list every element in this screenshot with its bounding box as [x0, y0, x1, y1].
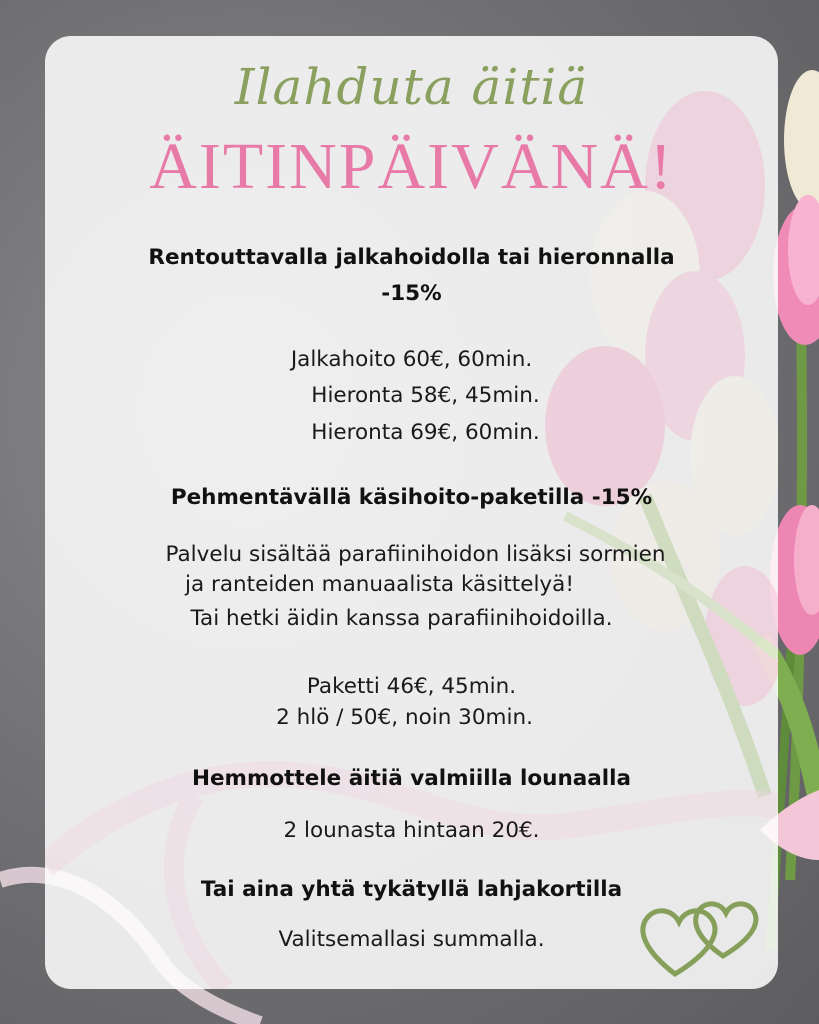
section-2-line-4: Paketti 46€, 45min. — [306, 674, 517, 699]
section-1-heading-line-2: -15% — [381, 281, 442, 306]
section-2-line-3: Tai hetki äidin kanssa parafiinihoidoilla. — [190, 606, 613, 631]
section-1-line-3: Hieronta 69€, 60min. — [311, 420, 540, 445]
section-4-heading: Tai aina yhtä tykätyllä lahjakortilla — [200, 877, 623, 902]
script-title: Ilahduta äitiä — [234, 58, 589, 116]
section-4-line-1: Valitsemallasi summalla. — [278, 927, 545, 952]
section-2-heading: Pehmentävällä käsihoito-paketilla -15% — [170, 485, 653, 510]
section-2-line-1: Palvelu sisältää parafiinihoidon lisäksi sormien — [165, 542, 666, 567]
section-2-line-5: 2 hlö / 50€, noin 30min. — [276, 705, 533, 730]
section-1-heading-line-1: Rentouttavalla jalkahoidolla tai hieronnalla — [148, 245, 675, 270]
section-2-line-2: ja ranteiden manuaalista käsittelyä! — [185, 572, 574, 597]
section-3-heading: Hemmottele äitiä valmiilla lounaalla — [191, 766, 632, 791]
section-3-line-1: 2 lounasta hintaan 20€. — [283, 818, 540, 843]
double-heart-icon — [635, 886, 765, 986]
section-1-line-2: Hieronta 58€, 45min. — [311, 383, 540, 408]
section-1-line-1: Jalkahoito 60€, 60min. — [290, 347, 533, 372]
page-title: ÄITINPÄIVÄNÄ! — [149, 130, 674, 203]
